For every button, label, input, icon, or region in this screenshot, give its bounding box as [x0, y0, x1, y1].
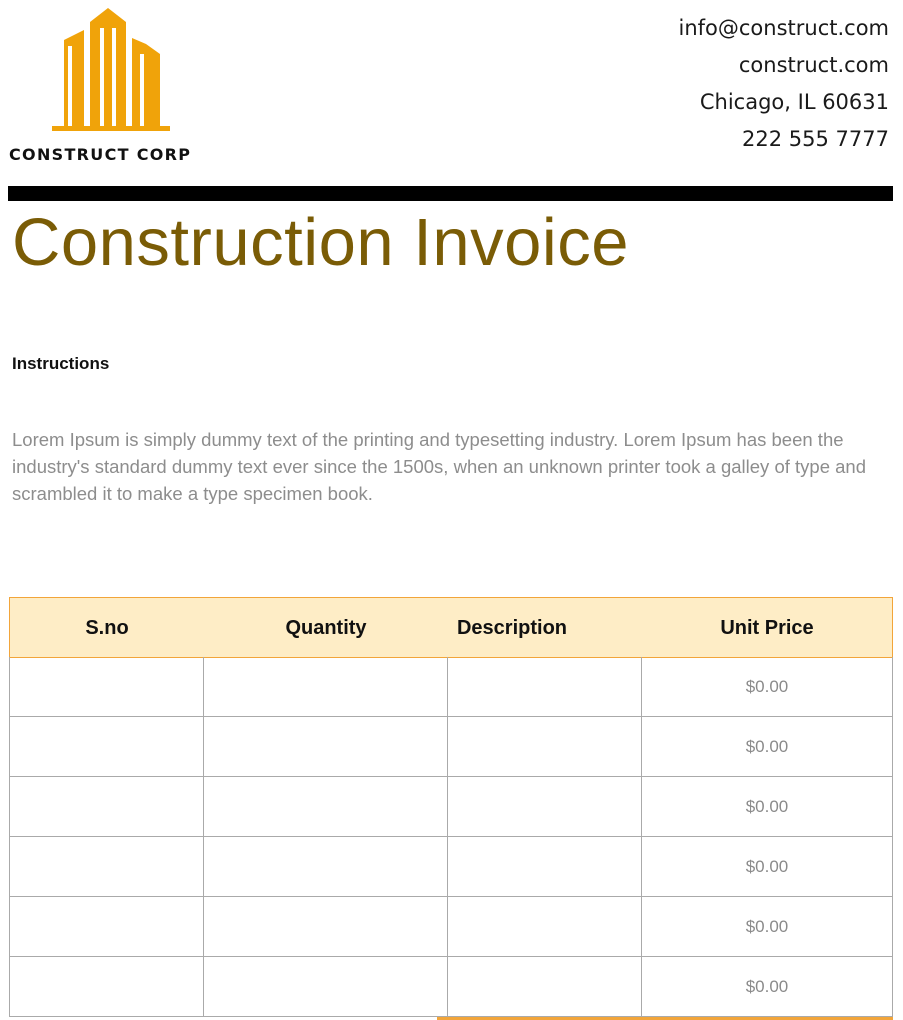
cell-divider	[203, 837, 204, 897]
company-logo	[8, 8, 218, 168]
contact-website: construct.com	[738, 53, 889, 77]
unit-price-cell[interactable]: $0.00	[745, 797, 789, 816]
contact-email: info@construct.com	[678, 16, 889, 40]
cell-divider	[447, 657, 448, 717]
header-sno: S.no	[85, 617, 129, 639]
cell-divider	[203, 657, 204, 717]
instructions-heading: Instructions	[12, 354, 110, 373]
unit-price-cell[interactable]: $0.00	[745, 737, 789, 756]
page-title: Construction Invoice	[12, 205, 630, 280]
cell-divider	[203, 717, 204, 777]
cell-divider	[447, 717, 448, 777]
cell-divider	[9, 657, 10, 717]
table-row	[9, 897, 893, 957]
table-row	[9, 957, 893, 1017]
cell-divider	[447, 957, 448, 1017]
header-quantity: Quantity	[285, 617, 367, 639]
table-row	[9, 657, 893, 717]
company-name: CONSTRUCT CORP	[9, 145, 192, 164]
unit-price-cell[interactable]: $0.00	[745, 857, 789, 876]
cell-divider	[9, 957, 10, 1017]
instructions-text: Lorem Ipsum is simply dummy text of the printing and typesetting industry. Lorem Ipsum has been the industry's standard dummy text ever since the 1500s, when an unknown printer took a galley of type and scrambled it to make a type specimen book.	[12, 429, 866, 504]
cell-divider	[9, 897, 10, 957]
header-divider	[8, 186, 893, 201]
unit-price-cell[interactable]: $0.00	[745, 977, 789, 996]
unit-price-cell[interactable]: $0.00	[745, 917, 789, 936]
table-row	[9, 717, 893, 777]
cell-divider	[9, 837, 10, 897]
cell-divider	[203, 897, 204, 957]
header-unit-price: Unit Price	[720, 617, 814, 639]
cell-divider	[9, 717, 10, 777]
cell-divider	[203, 957, 204, 1017]
cell-divider	[9, 777, 10, 837]
header-description: Description	[456, 617, 568, 639]
cell-divider	[447, 777, 448, 837]
buildings-logo-icon	[52, 8, 172, 136]
cell-divider	[203, 777, 204, 837]
cell-divider	[447, 897, 448, 957]
table-header	[9, 597, 893, 658]
cell-divider	[447, 837, 448, 897]
contact-phone: 222 555 7777	[742, 127, 889, 151]
contact-block	[678, 10, 889, 158]
table-row	[9, 777, 893, 837]
unit-price-cell[interactable]: $0.00	[745, 677, 789, 696]
table-row	[9, 837, 893, 897]
contact-location: Chicago, IL 60631	[699, 90, 889, 114]
